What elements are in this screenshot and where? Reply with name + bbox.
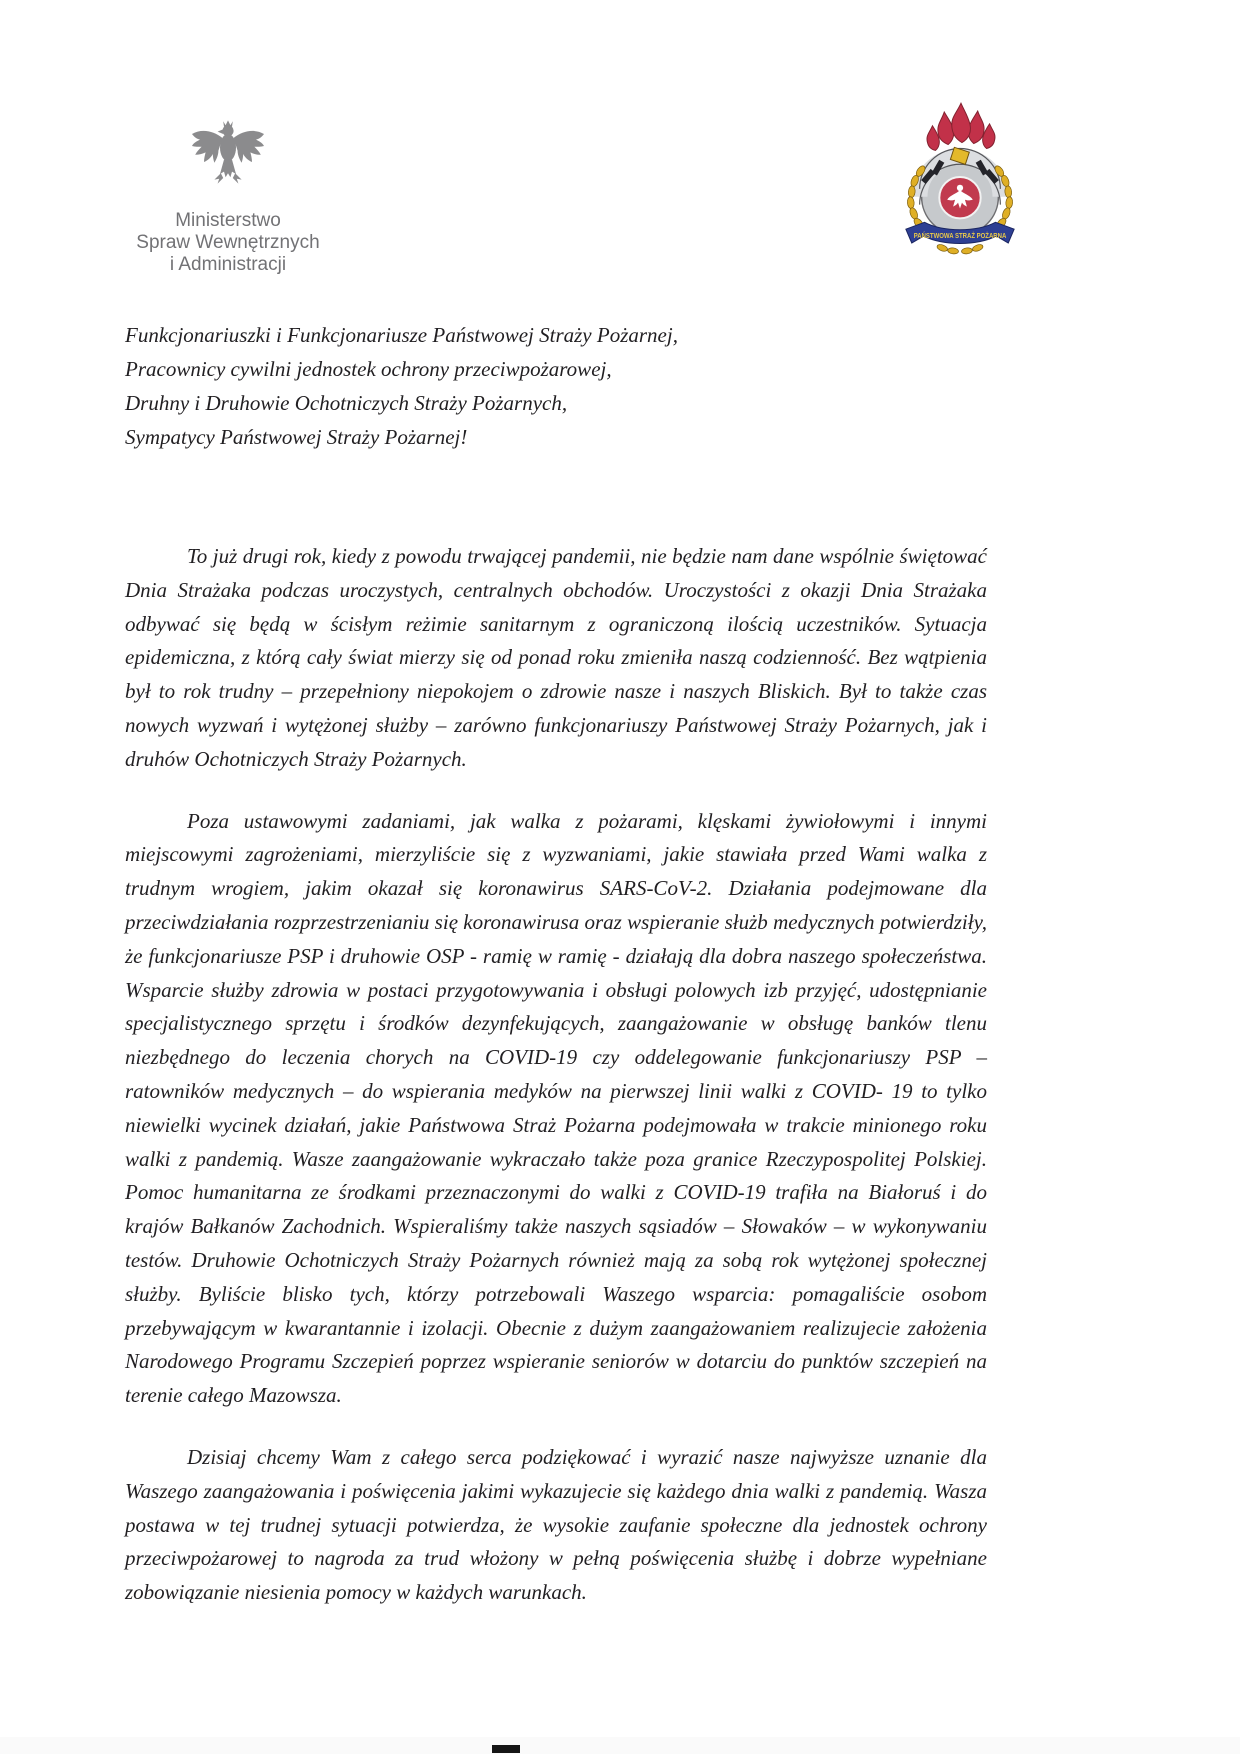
paragraph-3: Dzisiaj chcemy Wam z całego serca podziękować i wyrazić nasze najwyższe uznanie dla Waszego zaangażowania i poświęcenia jakimi wykazujecie się każdego dnia walki z pandemią. Wasza postawa w tej trudnej sytuacji potwierdza, że wysokie zaufanie społeczne dla jednostek ochrony przeciwpożarowej to nagroda za trud włożony w pełną poświęcenia służbę i dobrze wypełniane zobowiązanie niesienia pomocy w każdych warunkach. — [125, 1444, 987, 1605]
salutation-line: Druhny i Druhowie Ochotniczych Straży Pożarnych, — [125, 391, 568, 415]
emblem-ribbon-text: PAŃSTWOWA STRAŻ POŻARNA — [913, 233, 1020, 241]
letter-body — [125, 318, 987, 1610]
ministry-name-line: Ministerstwo — [175, 210, 281, 231]
ministry-name-line: i Administracji — [169, 254, 287, 275]
salutation-line: Sympatycy Państwowej Straży Pożarnej! — [125, 425, 468, 449]
scan-artifact-mark — [492, 1745, 520, 1753]
paragraph-1: To już drugi rok, kiedy z powodu trwającej pandemii, nie będzie nam dane wspólnie świętować Dnia Strażaka podczas uroczystych, centralnych obchodów. Uroczystości z okazji Dnia Strażaka odbywać się będą w ścisłym reżimie sanitarnym z ograniczoną ilością uczestników. Sytuacja epidemiczna, z którą cały świat mierzy się od ponad roku zmieniła naszą codzienność. Bez wątpienia był to rok trudny – przepełniony niepokojem o zdrowie nasze i naszych Bliskich. Był to także czas nowych wyzwań i wytężonej służby – zarówno funkcjonariuszy Państwowej Straży Pożarnych, jak i druhów Ochotniczych Straży Pożarnych. — [125, 544, 987, 771]
ministry-logo — [118, 110, 338, 276]
polish-eagle-icon — [188, 110, 268, 206]
scan-artifact-strip — [0, 1737, 1240, 1754]
salutation-line: Funkcjonariuszki i Funkcjonariusze Państwowej Straży Pożarnej, — [125, 323, 678, 347]
ministry-name-line: Spraw Wewnętrznych — [136, 232, 320, 253]
fire-service-emblem-icon — [896, 100, 1024, 258]
psp-emblem — [896, 100, 1024, 263]
salutation-line: Pracownicy cywilni jednostek ochrony przeciwpożarowej, — [125, 357, 612, 381]
paragraph-2: Poza ustawowymi zadaniami, jak walka z pożarami, klęskami żywiołowymi i innymi miejscowymi zagrożeniami, mierzyliście się z wyzwaniami, jakie stawiała przed Wami walka z trudnym wrogiem, jakim okazał się koronawirus SARS-CoV-2. Działania podejmowane dla przeciwdziałania rozprzestrzenianiu się koronawirusa oraz wspieranie służb medycznych potwierdziły, że funkcjonariusze PSP i druhowie OSP - ramię w ramię - działają dla dobra naszego społeczeństwa. Wsparcie służby zdrowia w postaci przygotowywania i obsługi polowych izb przyjęć, udostępnianie specjalistycznego sprzętu i środków dezynfekujących, zaangażowanie w obsługę banków tlenu niezbędnego do leczenia chorych na COVID-19 czy oddelegowanie funkcjonariuszy PSP – ratowników medycznych – do wspierania medyków na pierwszej linii walki z COVID- 19 to tylko niewielki wycinek działań, jakie Państwowa Straż Pożarna podejmowała w trakcie minionego roku walki z pandemią. Wasze zaangażowanie wykraczało także poza granice Rzeczypospolitej Polskiej. Pomoc humanitarna ze środkami przeznaczonymi do walki z COVID-19 trafiła na Białoruś i do krajów Bałkanów Zachodnich. Wspieraliśmy także naszych sąsiadów – Słowaków – w wykonywaniu testów. Druhowie Ochotniczych Straży Pożarnych również mają za sobą rok wytężonej społecznej służby. Byliście blisko tych, którzy potrzebowali Waszego wsparcia: pomagaliście osobom przebywającym w kwarantannie i izolacji. Obecnie z dużym zaangażowaniem realizujecie założenia Narodowego Programu Szczepień poprzez wspieranie seniorów w dotarciu do punktów szczepień na terenie całego Mazowsza. — [125, 808, 987, 1408]
salutation — [125, 318, 987, 454]
